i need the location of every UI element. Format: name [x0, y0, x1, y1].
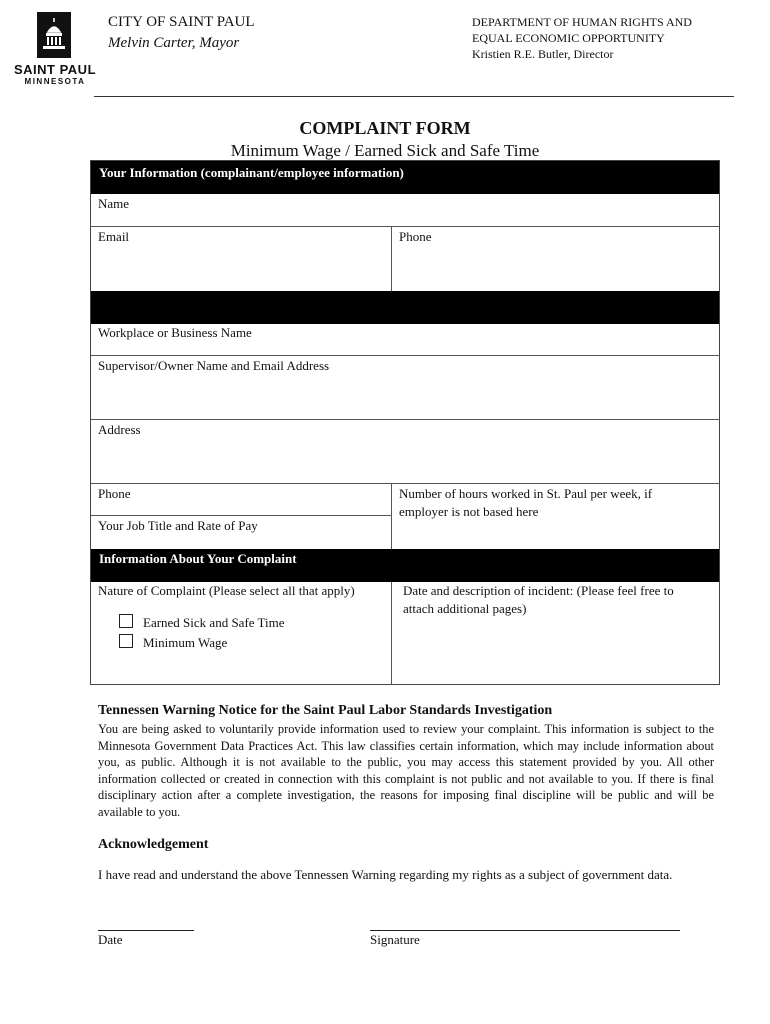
job-title-field-label: Your Job Title and Rate of Pay — [98, 518, 258, 533]
phone-field-label: Phone — [399, 229, 432, 244]
row-divider — [91, 515, 391, 516]
signature-line[interactable] — [370, 930, 680, 931]
form-subtitle: Minimum Wage / Earned Sick and Safe Time — [230, 141, 540, 160]
nature-of-complaint-label: Nature of Complaint (Please select all that apply) — [98, 583, 355, 598]
minimum-wage-label: Minimum Wage — [143, 635, 228, 650]
form-title: COMPLAINT FORM — [299, 118, 471, 138]
earned-sick-safe-time-checkbox[interactable] — [119, 614, 133, 628]
earned-sick-safe-time-label: Earned Sick and Safe Time — [143, 615, 285, 630]
department-line-2: EQUAL ECONOMIC OPPORTUNITY — [472, 31, 665, 45]
complaint-form-table — [90, 160, 720, 685]
section-complaint-information-header: Information About Your Complaint — [91, 549, 719, 582]
incident-description-label: Date and description of incident: (Please feel free to attach additional pages) — [403, 583, 674, 616]
department-line-1: DEPARTMENT OF HUMAN RIGHTS AND — [472, 15, 692, 29]
department-block — [472, 14, 692, 62]
logo-text-minnesota: MINNESOTA — [24, 77, 86, 86]
hours-field-label: Number of hours worked in St. Paul per week, if employer is not based here — [399, 486, 653, 519]
employer-phone-field-label: Phone — [98, 486, 131, 501]
tennessen-warning-body: You are being asked to voluntarily provide information used to review your complaint. This information is subject to the Minnesota Government Data Practices Act. This law classifies certain information, which may include information about you, as public. Although it is not available to the public, you may access this statement provided by you. All other information collected or created in connection with this complaint is not public and not available to you. If there is final disciplinary action after a complete investigation, the reasons for imposing final discipline will be public and will be available to you. — [98, 722, 714, 819]
name-field-label: Name — [98, 196, 130, 211]
acknowledgement-title: Acknowledgement — [98, 837, 209, 852]
date-line[interactable] — [98, 930, 194, 931]
email-field-label: Email — [98, 229, 130, 244]
header-divider — [94, 96, 734, 97]
row-divider — [91, 483, 719, 484]
mayor-name: Melvin Carter, Mayor — [108, 35, 240, 51]
city-name: CITY OF SAINT PAUL — [108, 14, 255, 30]
row-divider — [91, 226, 719, 227]
address-field-label: Address — [98, 422, 141, 437]
supervisor-field-label: Supervisor/Owner Name and Email Address — [98, 358, 330, 373]
column-divider — [391, 226, 392, 291]
signature-label: Signature — [370, 932, 420, 947]
logo-text-saint-paul: SAINT PAUL — [13, 62, 97, 77]
row-divider — [91, 355, 719, 356]
minimum-wage-checkbox[interactable] — [119, 634, 133, 648]
city-logo — [10, 10, 100, 88]
acknowledgement-statement: I have read and understand the above Tennessen Warning regarding my rights as a subject of government data. — [98, 867, 673, 882]
section-employer-information-header — [91, 291, 719, 324]
column-divider — [391, 483, 392, 549]
date-label: Date — [98, 932, 123, 947]
column-divider — [391, 582, 392, 685]
workplace-field-label: Workplace or Business Name — [98, 325, 252, 340]
tennessen-warning-title: Tennessen Warning Notice for the Saint Paul Labor Standards Investigation — [98, 703, 553, 718]
capitol-icon — [37, 12, 71, 58]
row-divider — [91, 419, 719, 420]
section-your-information-header: Your Information (complainant/employee information) — [91, 161, 719, 194]
director-name: Kristien R.E. Butler, Director — [472, 47, 614, 61]
